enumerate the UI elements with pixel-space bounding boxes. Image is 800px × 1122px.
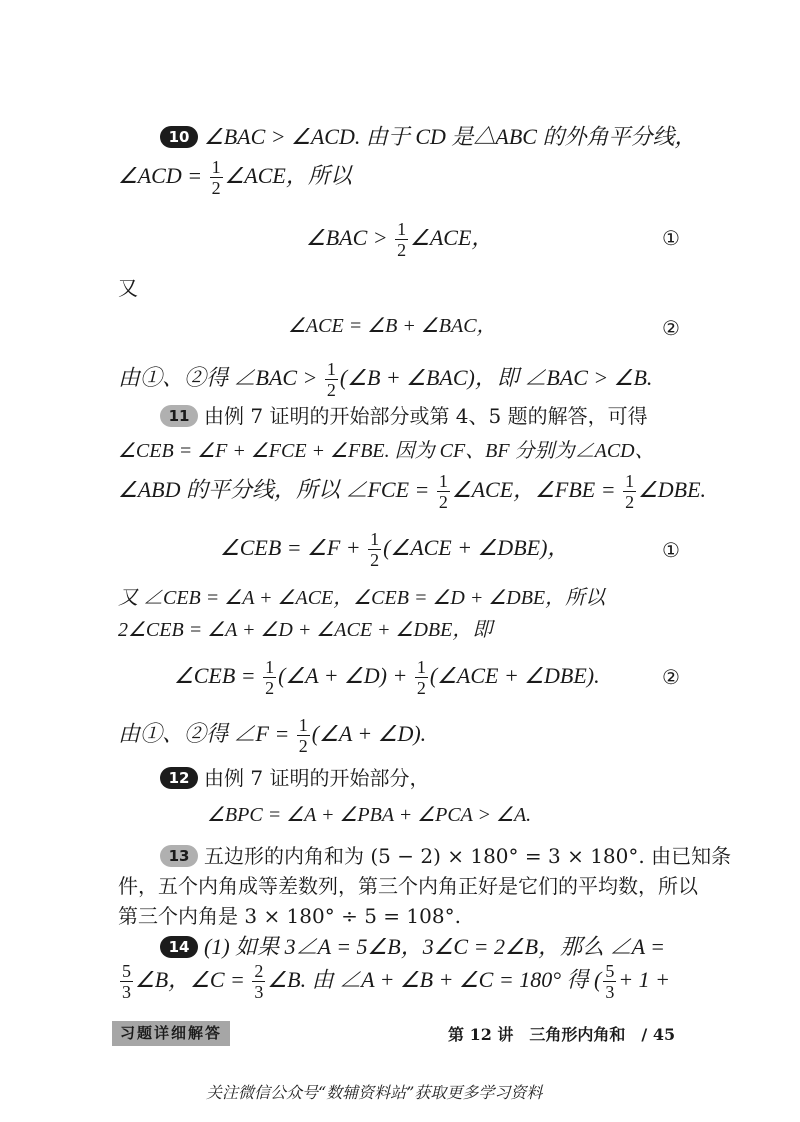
problem-11-conclusion: 由①、②得 ∠F = $\frac{1}{2}$ (∠A + ∠D). <box>118 715 427 756</box>
fraction: $\frac{2}{3}$ <box>254 961 264 1002</box>
equation-tag: ② <box>662 665 680 689</box>
fraction: $\frac{5}{3}$ <box>605 961 615 1002</box>
fraction: $\frac{1}{2}$ <box>298 715 308 756</box>
problem-14-line-2: $\frac{5}{3}$ ∠B，∠C = $\frac{2}{3}$ ∠B. 由 ∠A + ∠B + ∠C = 180° 得 ( $\frac{5}{3}$ + 1 + <box>122 961 671 1002</box>
fraction: $\frac{1}{2}$ <box>397 219 407 260</box>
problem-10-conclusion: 由①、②得 ∠BAC > $\frac{1}{2}$ (∠B + ∠BAC)，即 ∠BAC > ∠B. <box>118 359 653 400</box>
problem-10-line-2: ∠ACD = $\frac{1}{2}$ ∠ACE，所以 <box>118 157 352 198</box>
fraction: $\frac{1}{2}$ <box>416 657 426 698</box>
problem-number-badge: 11 <box>160 405 198 427</box>
fraction: $\frac{1}{2}$ <box>370 529 380 570</box>
equation-tag: ② <box>662 316 680 340</box>
equation-tag: ① <box>662 538 680 562</box>
problem-11-line-2: ∠CEB = ∠F + ∠FCE + ∠FBE. 因为 CF、BF 分别为∠ACD、 <box>118 440 655 462</box>
text-line: 又 <box>118 276 138 300</box>
fraction: $\frac{1}{2}$ <box>438 471 448 512</box>
fraction: $\frac{1}{2}$ <box>326 359 336 400</box>
equation-1: ∠CEB = ∠F + $\frac{1}{2}$ (∠ACE + ∠DBE)， <box>220 529 570 570</box>
problem-12-line-1: 12 由例 7 证明的开始部分， <box>160 767 429 789</box>
section-label: 习题详细解答 <box>112 1021 230 1046</box>
problem-number-badge: 14 <box>160 936 198 958</box>
equation-2: ∠CEB = $\frac{1}{2}$ (∠A + ∠D) + $\frac{1}{2}$ (∠ACE + ∠DBE). <box>174 657 600 698</box>
problem-number-badge: 13 <box>160 845 198 867</box>
problem-10-line-1: 10 ∠BAC > ∠ACD. 由于 CD 是△ABC 的外角平分线， <box>160 126 696 148</box>
watermark-text: 关注微信公众号“数辅资料站”获取更多学习资料 <box>206 1083 543 1102</box>
fraction: $\frac{1}{2}$ <box>211 157 221 198</box>
problem-number-badge: 10 <box>160 126 198 148</box>
equation: ∠BPC = ∠A + ∠PBA + ∠PCA > ∠A. <box>207 804 532 826</box>
problem-11-line-5: 2∠CEB = ∠A + ∠D + ∠ACE + ∠DBE，即 <box>118 619 493 641</box>
equation-tag: ① <box>662 226 680 250</box>
page-number: 第 12 讲 三角形内角和 / 45 <box>448 1025 676 1044</box>
problem-number-badge: 12 <box>160 767 198 789</box>
problem-11-line-4: 又 ∠CEB = ∠A + ∠ACE，∠CEB = ∠D + ∠DBE，所以 <box>118 587 606 609</box>
fraction: $\frac{5}{3}$ <box>122 961 131 1002</box>
problem-11-line-1: 11 由例 7 证明的开始部分或第 4、5 题的解答，可得 <box>160 405 648 427</box>
equation-1: ∠BAC > $\frac{1}{2}$ ∠ACE， <box>306 219 494 260</box>
problem-13-line-3: 第三个内角是 3 × 180° ÷ 5 = 108°. <box>118 904 461 928</box>
fraction: $\frac{1}{2}$ <box>625 471 635 512</box>
problem-11-line-3: ∠ABD 的平分线，所以 ∠FCE = $\frac{1}{2}$ ∠ACE，∠FBE = $\frac{1}{2}$ ∠DBE. <box>118 471 707 512</box>
problem-13-line-2: 件，五个内角成等差数列，第三个内角正好是它们的平均数，所以 <box>118 874 698 898</box>
problem-13-line-1: 13 五边形的内角和为 (5 − 2) × 180° = 3 × 180°. 由已知条 <box>160 845 731 867</box>
problem-14-line-1: 14 (1) 如果 3∠A = 5∠B，3∠C = 2∠B，那么 ∠A = <box>160 936 665 958</box>
equation-2: ∠ACE = ∠B + ∠BAC， <box>288 315 497 337</box>
fraction: $\frac{1}{2}$ <box>265 657 275 698</box>
